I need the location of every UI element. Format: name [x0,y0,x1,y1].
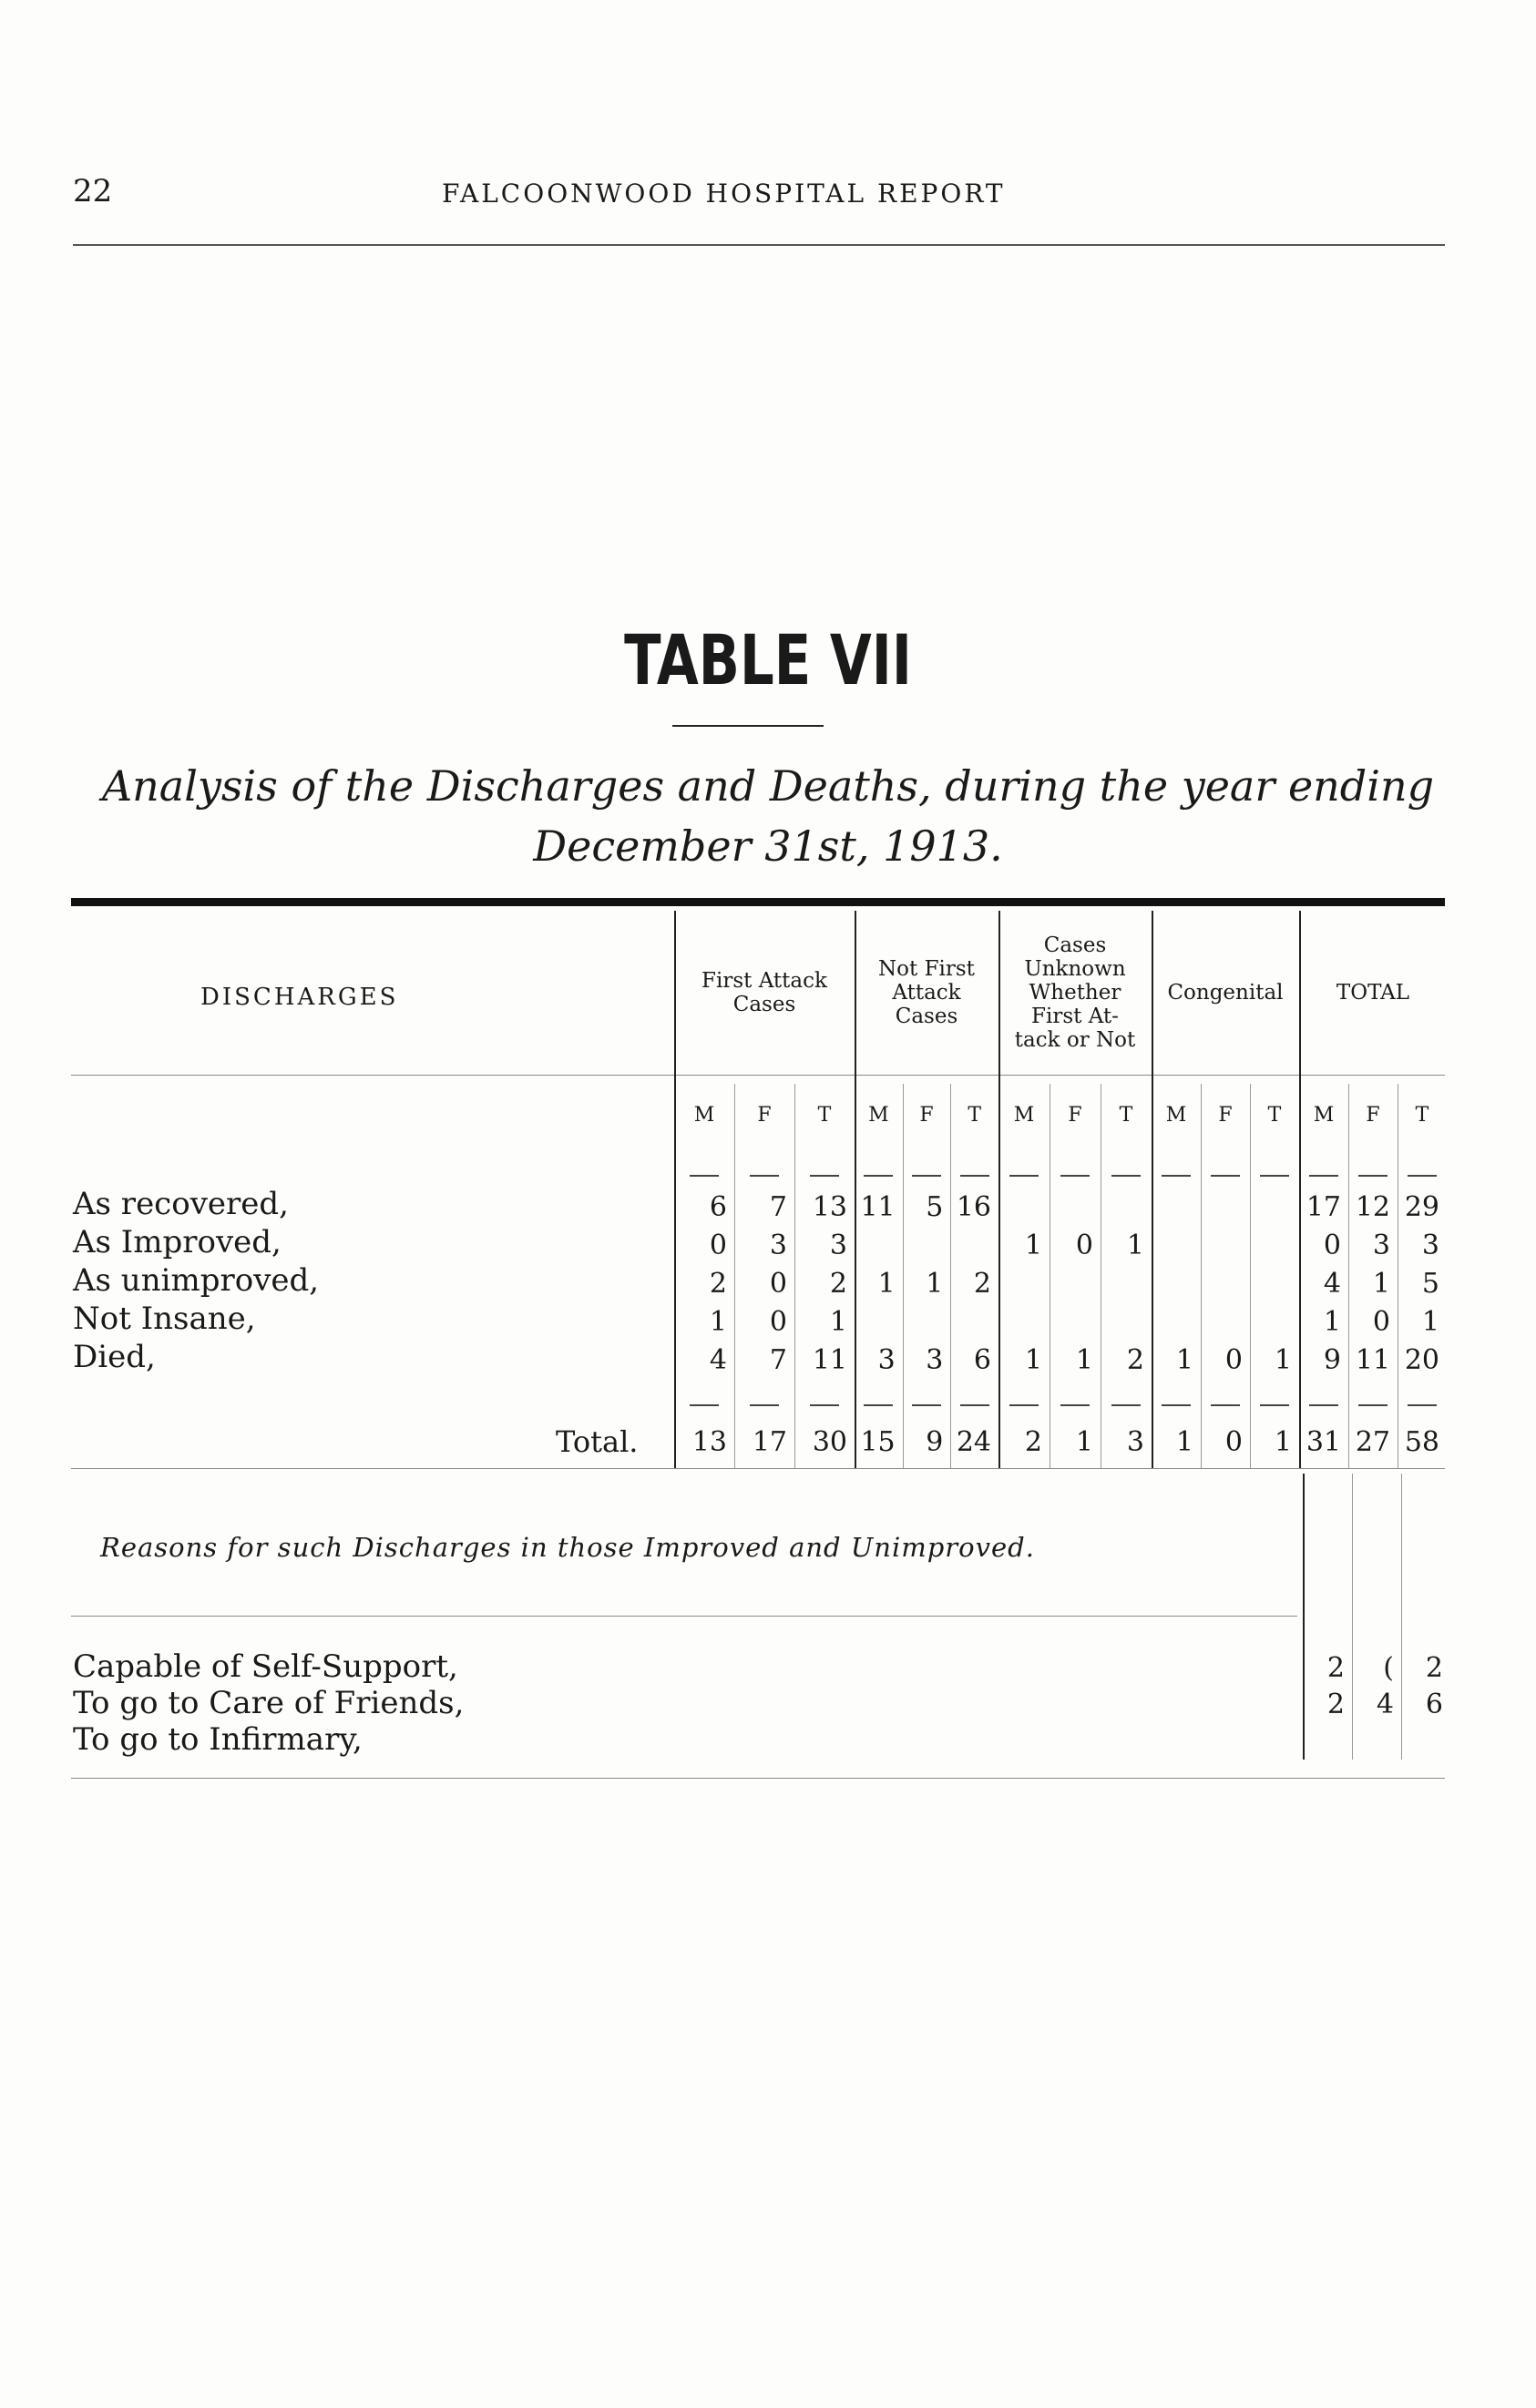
total-cell: 27 [1355,1426,1390,1458]
column-divider [1250,1084,1251,1468]
table-cell: 9 [1323,1344,1341,1376]
total-cell: 1 [1175,1426,1193,1458]
table-cell: 1 [709,1306,727,1338]
sub-header-dash [1408,1175,1437,1177]
total-cell: 58 [1404,1426,1439,1458]
sub-header-dash [1260,1175,1289,1177]
table-cell: 1 [1024,1230,1042,1261]
sub-header: T [1119,1104,1133,1127]
subtitle-line-1: Analysis of the Discharges and Deaths, during the year ending [101,761,1435,811]
total-dash [1111,1404,1141,1406]
column-divider [734,1084,735,1468]
row-label: As recovered, [73,1186,289,1222]
sub-header: M [1013,1104,1035,1127]
group-header-line: Whether [1029,981,1121,1005]
total-cell: 17 [752,1426,787,1458]
page-number: 22 [73,173,113,209]
group-header [855,957,998,1028]
column-divider [794,1084,795,1468]
sub-header: T [1267,1104,1282,1127]
subtitle-line-2: December 31st, 1913. [533,821,1003,871]
table-cell: 0 [709,1230,727,1261]
group-header-line: Cases [732,993,796,1016]
sub-header: F [757,1104,772,1127]
group-header [998,934,1152,1052]
title-rule [672,725,824,727]
group-header-line: Not First [878,957,975,981]
group-header-line: First Attack [701,969,827,993]
total-dash [1260,1404,1289,1406]
sub-header: M [868,1104,889,1127]
table-cell: 11 [860,1191,896,1223]
total-dash [810,1404,839,1406]
group-header-line: Attack [892,981,961,1005]
group-header-line: Unknown [1024,957,1126,981]
table-cell: 20 [1404,1344,1439,1376]
table-cell: 16 [956,1191,991,1223]
group-header-line: tack or Not [1014,1028,1136,1052]
sub-header-dash [1111,1175,1141,1177]
reason-cell: 2 [1326,1652,1345,1684]
total-dash [912,1404,941,1406]
total-cell: 13 [691,1426,727,1458]
group-header [674,969,855,1016]
reason-label: Capable of Self-Support, [73,1648,458,1685]
table-cell: 11 [1355,1344,1390,1376]
table-cell: 29 [1404,1191,1439,1223]
total-cell: 30 [812,1426,847,1458]
table-cell: 2 [709,1268,727,1300]
table-cell: 1 [877,1268,896,1300]
reason-cell: 2 [1425,1652,1443,1684]
reason-cell: ( [1383,1652,1394,1684]
table-cell: 3 [877,1344,896,1376]
sub-header-dash [690,1175,719,1177]
table-cell: 0 [1224,1344,1243,1376]
header-rule [73,244,1445,246]
column-divider [1201,1084,1202,1468]
sub-header: F [1218,1104,1233,1127]
body-bottom-rule [71,1468,1445,1469]
total-cell: 1 [1075,1426,1093,1458]
table-cell: 0 [1372,1306,1390,1338]
total-dash [864,1404,893,1406]
table-cell: 1 [1274,1344,1292,1376]
sub-header: T [817,1104,832,1127]
sub-header-dash [1211,1175,1240,1177]
table-cell: 1 [1421,1306,1439,1338]
table-cell: 2 [973,1268,991,1300]
total-cell: 1 [1274,1426,1292,1458]
total-cell: 2 [1024,1426,1042,1458]
group-header [1152,981,1299,1005]
total-label: Total. [556,1424,639,1459]
total-cell: 3 [1126,1426,1144,1458]
sub-header: M [1313,1104,1335,1127]
table-cell: 4 [1323,1268,1341,1300]
table-cell: 1 [1126,1230,1144,1261]
sub-header-dash [750,1175,779,1177]
group-header [1299,981,1447,1005]
total-cell: 31 [1306,1426,1341,1458]
table-title: TABLE VII [624,619,912,700]
table-top-rule [71,898,1445,906]
reason-label: To go to Care of Friends, [73,1685,465,1721]
total-dash [1211,1404,1240,1406]
table-cell: 5 [1421,1268,1439,1300]
reasons-rule [71,1616,1297,1617]
total-dash [750,1404,779,1406]
table-cell: 3 [926,1344,944,1376]
table-cell: 2 [829,1268,847,1300]
sub-header-dash [1009,1175,1039,1177]
discharges-header: DISCHARGES [200,984,399,1011]
table-cell: 0 [769,1268,787,1300]
table-cell: 11 [812,1344,847,1376]
group-header-line: Cases [895,1005,958,1028]
sub-header: T [968,1104,981,1127]
total-dash [1009,1404,1039,1406]
table-cell: 2 [1126,1344,1144,1376]
row-label: As unimproved, [73,1262,320,1299]
reason-cell: 2 [1326,1689,1345,1720]
running-head: FALCOONWOOD HOSPITAL REPORT [442,179,1006,209]
sub-header-dash [1358,1175,1388,1177]
sub-header: F [1366,1104,1380,1127]
group-header-line: Cases [1043,934,1107,957]
sub-header-dash [1309,1175,1338,1177]
total-cell: 15 [860,1426,896,1458]
sub-header-dash [1162,1175,1191,1177]
sub-header-dash [864,1175,893,1177]
row-label: Not Insane, [73,1301,256,1337]
sub-header: T [1415,1104,1429,1127]
sub-header-dash [912,1175,941,1177]
table-cell: 4 [709,1344,727,1376]
sub-header: M [1165,1104,1187,1127]
total-cell: 24 [956,1426,991,1458]
table-cell: 1 [926,1268,944,1300]
table-cell: 3 [1421,1230,1439,1261]
row-label: Died, [73,1339,156,1375]
total-dash [690,1404,719,1406]
sub-header: M [693,1104,715,1127]
header-rule-line [71,1075,1445,1076]
sub-header: F [919,1104,934,1127]
table-cell: 7 [769,1344,787,1376]
table-cell: 0 [769,1306,787,1338]
row-label: As Improved, [73,1224,282,1260]
table-cell: 1 [1372,1268,1390,1300]
reasons-heading: Reasons for such Discharges in those Improved and Unimproved. [100,1532,1035,1563]
table-cell: 17 [1306,1191,1341,1223]
page-bottom-rule [71,1778,1445,1779]
total-dash [960,1404,989,1406]
table-cell: 1 [1323,1306,1341,1338]
total-dash [1408,1404,1437,1406]
table-cell: 5 [926,1191,944,1223]
reason-cell: 4 [1376,1689,1394,1720]
table-cell: 13 [812,1191,847,1223]
sub-header-dash [960,1175,989,1177]
table-cell: 1 [1075,1344,1093,1376]
sub-header-dash [1060,1175,1090,1177]
table-cell: 3 [769,1230,787,1261]
total-cell: 9 [926,1426,944,1458]
total-dash [1162,1404,1191,1406]
table-cell: 3 [1372,1230,1390,1261]
group-header-line: Congenital [1167,981,1284,1005]
reason-label: To go to Infirmary, [73,1721,363,1758]
table-cell: 1 [1024,1344,1042,1376]
reason-cell: 6 [1425,1689,1443,1720]
table-cell: 0 [1075,1230,1093,1261]
total-dash [1060,1404,1090,1406]
table-cell: 3 [829,1230,847,1261]
table-cell: 7 [769,1191,787,1223]
total-dash [1309,1404,1338,1406]
total-dash [1358,1404,1388,1406]
table-cell: 0 [1323,1230,1341,1261]
group-header-line: TOTAL [1336,981,1410,1005]
sub-header-dash [810,1175,839,1177]
group-header-line: First At- [1031,1005,1119,1028]
total-cell: 0 [1224,1426,1243,1458]
table-cell: 1 [829,1306,847,1338]
table-subtitle [55,756,1481,876]
table-cell: 1 [1175,1344,1193,1376]
table-cell: 6 [709,1191,727,1223]
table-cell: 6 [973,1344,991,1376]
sub-header: F [1068,1104,1082,1127]
table-cell: 12 [1355,1191,1390,1223]
